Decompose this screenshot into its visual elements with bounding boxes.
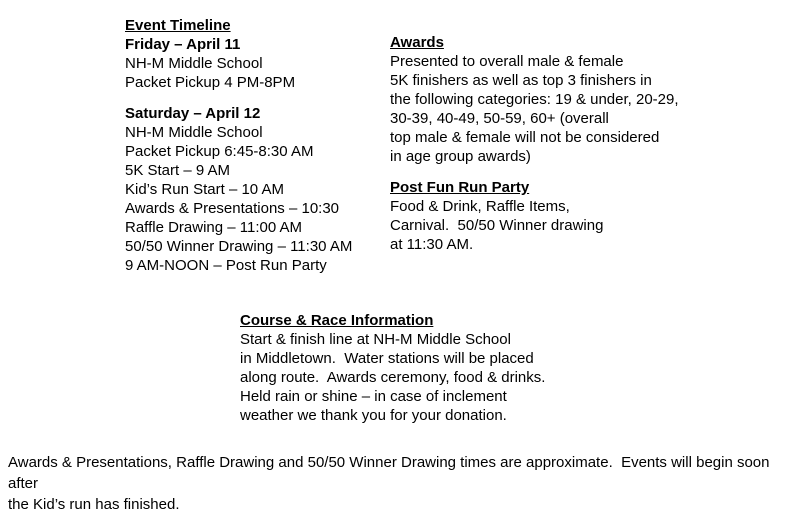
saturday-heading: Saturday – April 12 xyxy=(125,105,261,122)
footer-note xyxy=(8,452,800,512)
post-fun-run-party-line: Food & Drink, Raffle Items, xyxy=(390,198,570,215)
timeline-line: Awards & Presentations – 10:30 xyxy=(125,200,340,217)
event-timeline-section xyxy=(125,16,352,275)
spacer xyxy=(390,166,679,178)
post-fun-run-party-heading: Post Fun Run Party xyxy=(390,179,530,196)
awards-line: Presented to overall male & female xyxy=(390,53,624,70)
event-timeline-heading: Event Timeline xyxy=(125,17,231,34)
course-info-line: Held rain or shine – in case of inclement xyxy=(240,388,507,405)
footer-line: the Kid’s run has finished. xyxy=(8,496,180,512)
awards-line: the following categories: 19 & under, 20-29, xyxy=(390,91,679,108)
post-fun-run-party-line: at 11:30 AM. xyxy=(390,236,474,253)
awards-line: top male & female will not be considered xyxy=(390,129,660,146)
course-info-line: in Middletown. Water stations will be placed xyxy=(240,350,534,367)
timeline-line: Packet Pickup 6:45-8:30 AM xyxy=(125,143,314,160)
course-info-line: Start & finish line at NH-M Middle School xyxy=(240,331,511,348)
spacer xyxy=(125,92,352,104)
awards-line: 30-39, 40-49, 50-59, 60+ (overall xyxy=(390,110,609,127)
timeline-line: 9 AM-NOON – Post Run Party xyxy=(125,257,327,274)
timeline-line: NH-M Middle School xyxy=(125,55,263,72)
timeline-line: Packet Pickup 4 PM-8PM xyxy=(125,74,296,91)
awards-line: in age group awards) xyxy=(390,148,531,165)
awards-section xyxy=(390,33,679,254)
timeline-line: Raffle Drawing – 11:00 AM xyxy=(125,219,303,236)
timeline-line: Kid’s Run Start – 10 AM xyxy=(125,181,284,198)
friday-heading: Friday – April 11 xyxy=(125,36,241,53)
timeline-line: 50/50 Winner Drawing – 11:30 AM xyxy=(125,238,353,255)
course-info-heading: Course & Race Information xyxy=(240,312,434,329)
post-fun-run-party-line: Carnival. 50/50 Winner drawing xyxy=(390,217,604,234)
awards-line: 5K finishers as well as top 3 finishers in xyxy=(390,72,652,89)
timeline-line: NH-M Middle School xyxy=(125,124,263,141)
course-info-section xyxy=(240,311,545,425)
timeline-line: 5K Start – 9 AM xyxy=(125,162,231,179)
course-info-line: weather we thank you for your donation. xyxy=(240,407,507,424)
awards-heading: Awards xyxy=(390,34,444,51)
footer-line: Awards & Presentations, Raffle Drawing and 50/50 Winner Drawing times are approximate. Events will begin soon after xyxy=(8,454,774,492)
course-info-line: along route. Awards ceremony, food & drinks. xyxy=(240,369,546,386)
